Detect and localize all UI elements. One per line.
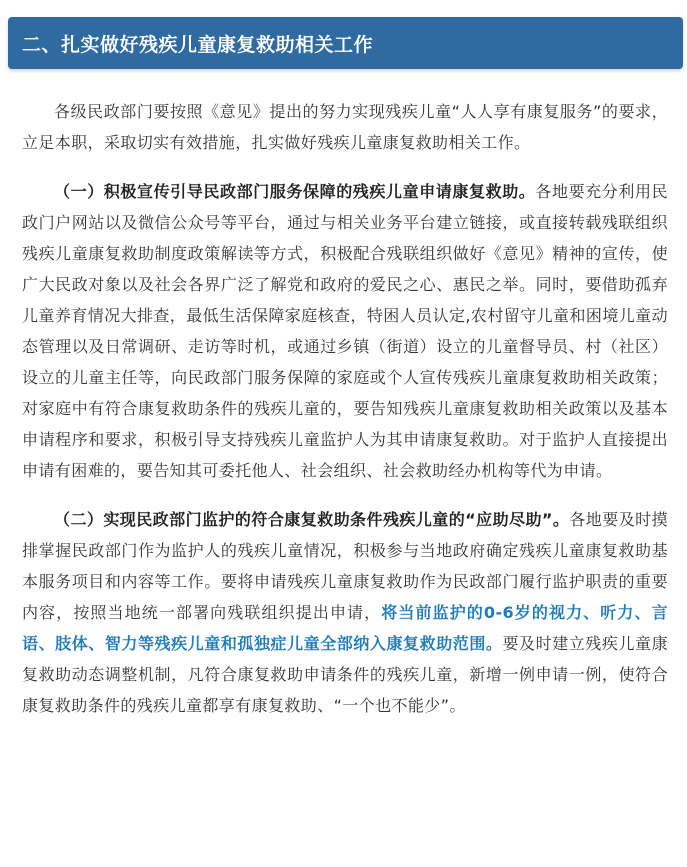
section2-body-before: 各地要及时摸排掌握民政部门作为监护人的残疾儿童情况，积极参与当地政府确定残疾儿童康复救助基本服务项目和内容等工作。要将申请残疾儿童康复救助作为民政部门履行监护职责的重要内容，按照当地统一部署向残联组织提出申请， xyxy=(22,510,668,622)
section2-heading: （二）实现民政部门监护的符合康复救助条件残疾儿童的“应助尽助”。 xyxy=(54,510,570,529)
section1-paragraph xyxy=(22,176,668,486)
section2-body-after: 要及时建立残疾儿童康复救助动态调整机制，凡符合康复救助申请条件的残疾儿童，新增一例申请一例，使符合康复救助条件的残疾儿童都享有康复救助、“一个也不能少”。 xyxy=(22,634,668,715)
section1-heading: （一）积极宣传引导民政部门服务保障的残疾儿童申请康复救助。 xyxy=(54,182,536,201)
section1-body: 各地要充分利用民政门户网站以及微信公众号等平台，通过与相关业务平台建立链接，或直接转载残联组织残疾儿童康复救助制度政策解读等方式，积极配合残联组织做好《意见》精神的宣传，使广大民政对象以及社会各界广泛了解党和政府的爱民之心、惠民之举。同时，要借助孤弃儿童养育情况大排查，最低生活保障家庭核查，特困人员认定,农村留守儿童和困境儿童动态管理以及日常调研、走访等时机，或通过乡镇（街道）设立的儿童督导员、村（社区）设立的儿童主任等，向民政部门服务保障的家庭或个人宣传残疾儿童康复救助相关政策；对家庭中有符合康复救助条件的残疾儿童的，要告知残疾儿童康复救助相关政策以及基本申请程序和要求，积极引导支持残疾儿童监护人为其申请康复救助。对于监护人直接提出申请有困难的，要告知其可委托他人、社会组织、社会救助经办机构等代为申请。 xyxy=(22,182,668,480)
section2-paragraph xyxy=(22,504,668,721)
section2-highlight: 将当前监护的0-6岁的视力、听力、言语、肢体、智力等残疾儿童和孤独症儿童全部纳入康复救助范围。 xyxy=(22,603,669,653)
intro-paragraph: 各级民政部门要按照《意见》提出的努力实现残疾儿童“人人享有康复服务”的要求，立足本职，采取切实有效措施，扎实做好残疾儿童康复救助相关工作。 xyxy=(22,102,668,152)
article-body xyxy=(22,96,668,721)
section-header-bar xyxy=(8,17,683,69)
section-title: 二、扎实做好残疾儿童康复救助相关工作 xyxy=(22,34,374,56)
